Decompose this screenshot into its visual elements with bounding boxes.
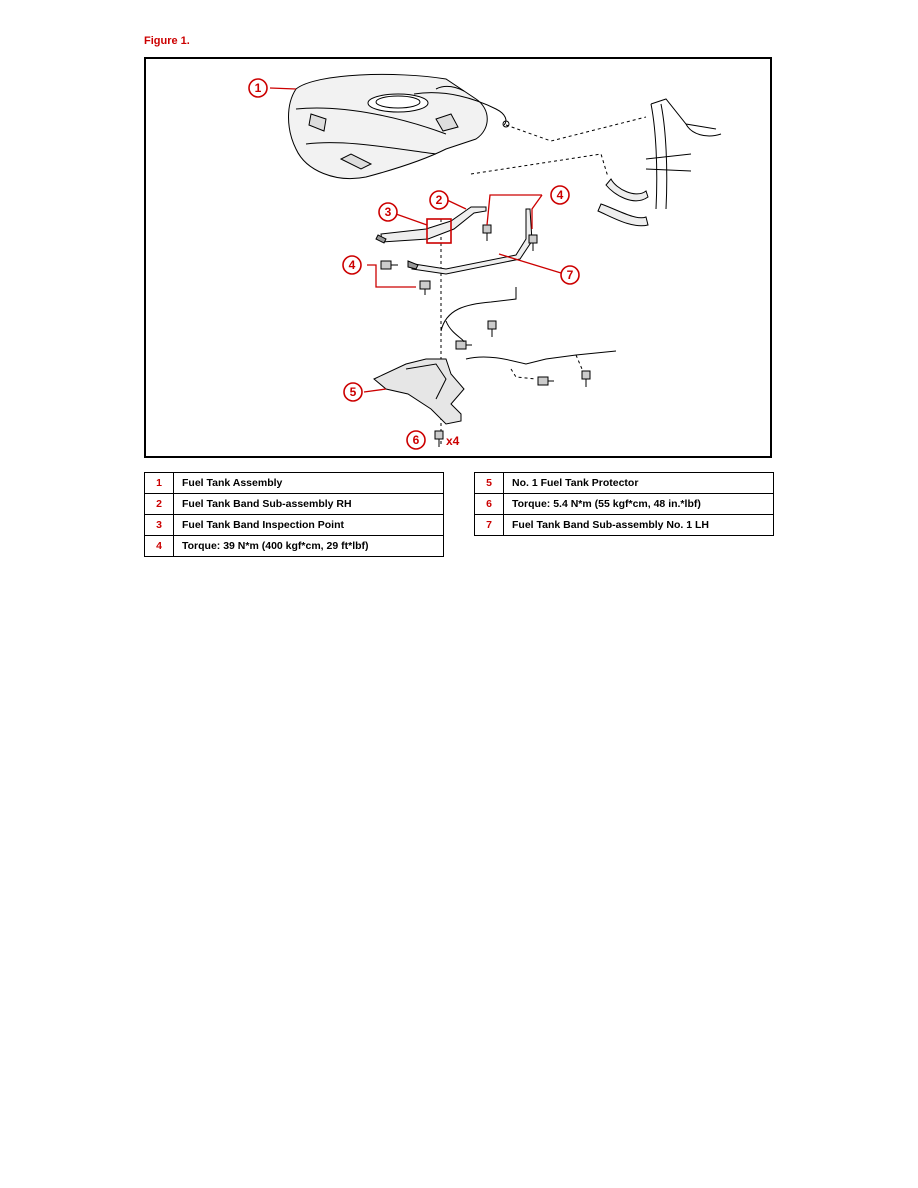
legend-label: Torque: 39 N*m (400 kgf*cm, 29 ft*lbf) — [174, 536, 444, 557]
legend-number: 3 — [145, 515, 174, 536]
legend-row — [145, 473, 444, 494]
wire-harness-drawing — [441, 287, 616, 379]
legend-row — [145, 494, 444, 515]
exploded-diagram — [144, 57, 772, 458]
legend-label: Torque: 5.4 N*m (55 kgf*cm, 48 in.*lbf) — [504, 494, 774, 515]
callout-4-right: 4 — [556, 188, 564, 202]
callout-4-left: 4 — [348, 258, 356, 272]
callout-7: 7 — [566, 268, 574, 282]
callout-6: 6 — [412, 433, 420, 447]
figure-title: Figure 1. — [144, 35, 190, 47]
callout-3: 3 — [384, 205, 392, 219]
legend-label: No. 1 Fuel Tank Protector — [504, 473, 774, 494]
legend-label: Fuel Tank Band Sub-assembly No. 1 LH — [504, 515, 774, 536]
quantity-label: x4 — [446, 434, 460, 448]
legend-number: 6 — [475, 494, 504, 515]
legend-table-left — [144, 472, 444, 557]
legend-row — [145, 515, 444, 536]
legend-label: Fuel Tank Assembly — [174, 473, 444, 494]
legend-row — [145, 536, 444, 557]
callout-1: 1 — [254, 81, 262, 95]
legend-number: 1 — [145, 473, 174, 494]
callout-5: 5 — [349, 385, 357, 399]
bolt-drawings — [381, 225, 590, 447]
filler-pipe-drawing — [598, 99, 721, 226]
legend-row — [475, 515, 774, 536]
fuel-tank-drawing — [289, 74, 510, 178]
callout-2: 2 — [435, 193, 443, 207]
legend-row — [475, 494, 774, 515]
legend-number: 7 — [475, 515, 504, 536]
legend-label: Fuel Tank Band Inspection Point — [174, 515, 444, 536]
legend-number: 5 — [475, 473, 504, 494]
legend-table-right — [474, 472, 774, 536]
legend-label: Fuel Tank Band Sub-assembly RH — [174, 494, 444, 515]
legend-number: 2 — [145, 494, 174, 515]
hose-route — [506, 117, 646, 141]
legend-row — [475, 473, 774, 494]
legend-number: 4 — [145, 536, 174, 557]
protector-drawing — [374, 359, 464, 424]
